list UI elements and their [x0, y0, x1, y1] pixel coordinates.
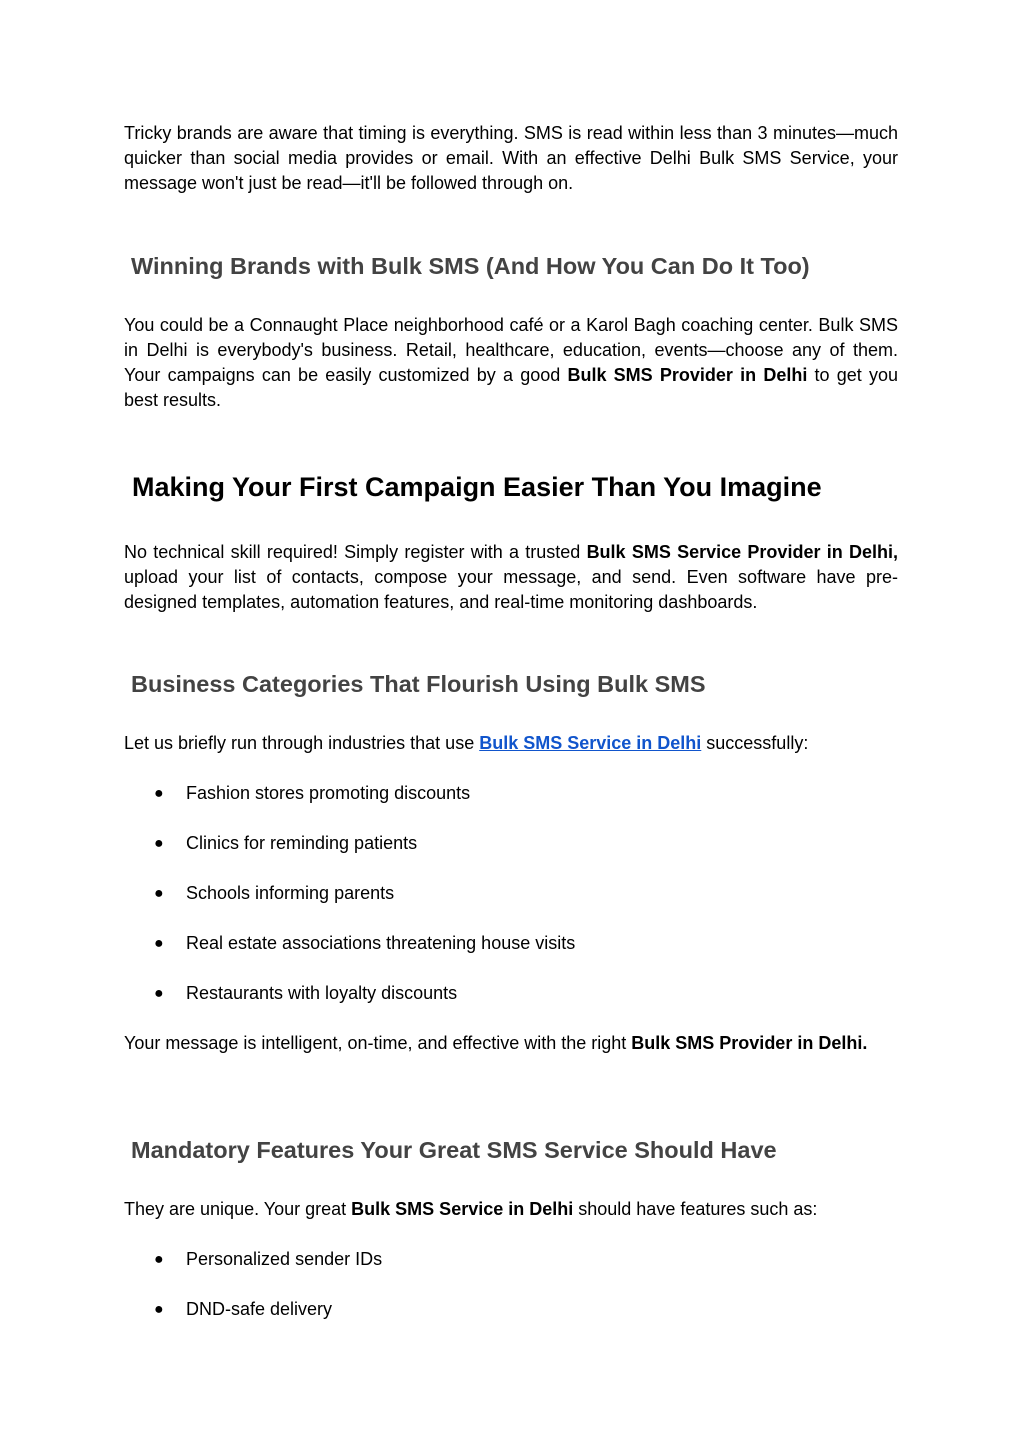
first-campaign-text-after: upload your list of contacts, compose your message, and send. Even software have pre-designed templates, automation features, and real-time monitoring dashboards. [124, 567, 898, 612]
categories-closing-paragraph [124, 1031, 898, 1056]
list-item [124, 981, 898, 1006]
first-campaign-bold-provider: Bulk SMS Service Provider in Delhi, [586, 542, 898, 562]
winning-text-before: You could be a Connaught Place neighborhood café or a Karol Bagh coaching center. Bulk SMS in Delhi is everybody's business. Retail, healthcare, education, events—choose any of them. Your campaigns can be easily customized by a good [124, 315, 898, 385]
winning-bold-provider: Bulk SMS Provider in Delhi [567, 365, 808, 385]
mandatory-features-heading: Mandatory Features Your Great SMS Service Should Have [131, 1137, 777, 1163]
winning-brands-paragraph [124, 313, 898, 413]
list-item [124, 781, 898, 806]
list-item-text: Schools informing parents [186, 883, 395, 903]
closing-bold-provider: Bulk SMS Provider in Delhi. [631, 1033, 868, 1053]
bullet-icon: ● [154, 1251, 164, 1268]
bullet-icon: ● [154, 885, 164, 902]
winning-text-after: to get you best results. [124, 365, 899, 410]
list-item [124, 831, 898, 856]
bulk-sms-service-link[interactable]: Bulk SMS Service in Delhi [479, 733, 702, 753]
list-item [124, 881, 898, 906]
bullet-icon: ● [154, 785, 164, 802]
features-intro-before: They are unique. Your great [124, 1199, 352, 1219]
intro-paragraph: Tricky brands are aware that timing is everything. SMS is read within less than 3 minutes—much quicker than social media provides or email. With an effective Delhi Bulk SMS Service, your message won't just be read—it'll be followed through on. [124, 123, 898, 193]
list-item-text: Personalized sender IDs [186, 1249, 383, 1269]
list-item [124, 1297, 898, 1322]
features-intro-after: should have features such as: [573, 1199, 818, 1219]
list-item-text: Fashion stores promoting discounts [186, 783, 471, 803]
closing-text-before: Your message is intelligent, on-time, and effective with the right [124, 1033, 632, 1053]
features-intro-bold: Bulk SMS Service in Delhi [351, 1199, 574, 1219]
list-item [124, 1247, 898, 1272]
list-item-text: Clinics for reminding patients [186, 833, 418, 853]
list-item-text: Restaurants with loyalty discounts [186, 983, 458, 1003]
features-intro [124, 1197, 898, 1222]
bullet-icon: ● [154, 835, 164, 852]
first-campaign-text-before: No technical skill required! Simply register with a trusted [124, 542, 587, 562]
first-campaign-paragraph [124, 540, 898, 615]
list-item-text: Real estate associations threatening house visits [186, 933, 576, 953]
categories-intro-after: successfully: [701, 733, 809, 753]
bullet-icon: ● [154, 985, 164, 1002]
bullet-icon: ● [154, 935, 164, 952]
list-item [124, 931, 898, 956]
winning-brands-heading: Winning Brands with Bulk SMS (And How You Can Do It Too) [131, 253, 810, 279]
bullet-icon: ● [154, 1301, 164, 1318]
categories-intro-before: Let us briefly run through industries that use [124, 733, 480, 753]
categories-intro [124, 731, 898, 756]
first-campaign-heading: Making Your First Campaign Easier Than You Imagine [132, 472, 822, 502]
list-item-text: DND-safe delivery [186, 1299, 333, 1319]
business-categories-heading: Business Categories That Flourish Using Bulk SMS [131, 671, 706, 697]
